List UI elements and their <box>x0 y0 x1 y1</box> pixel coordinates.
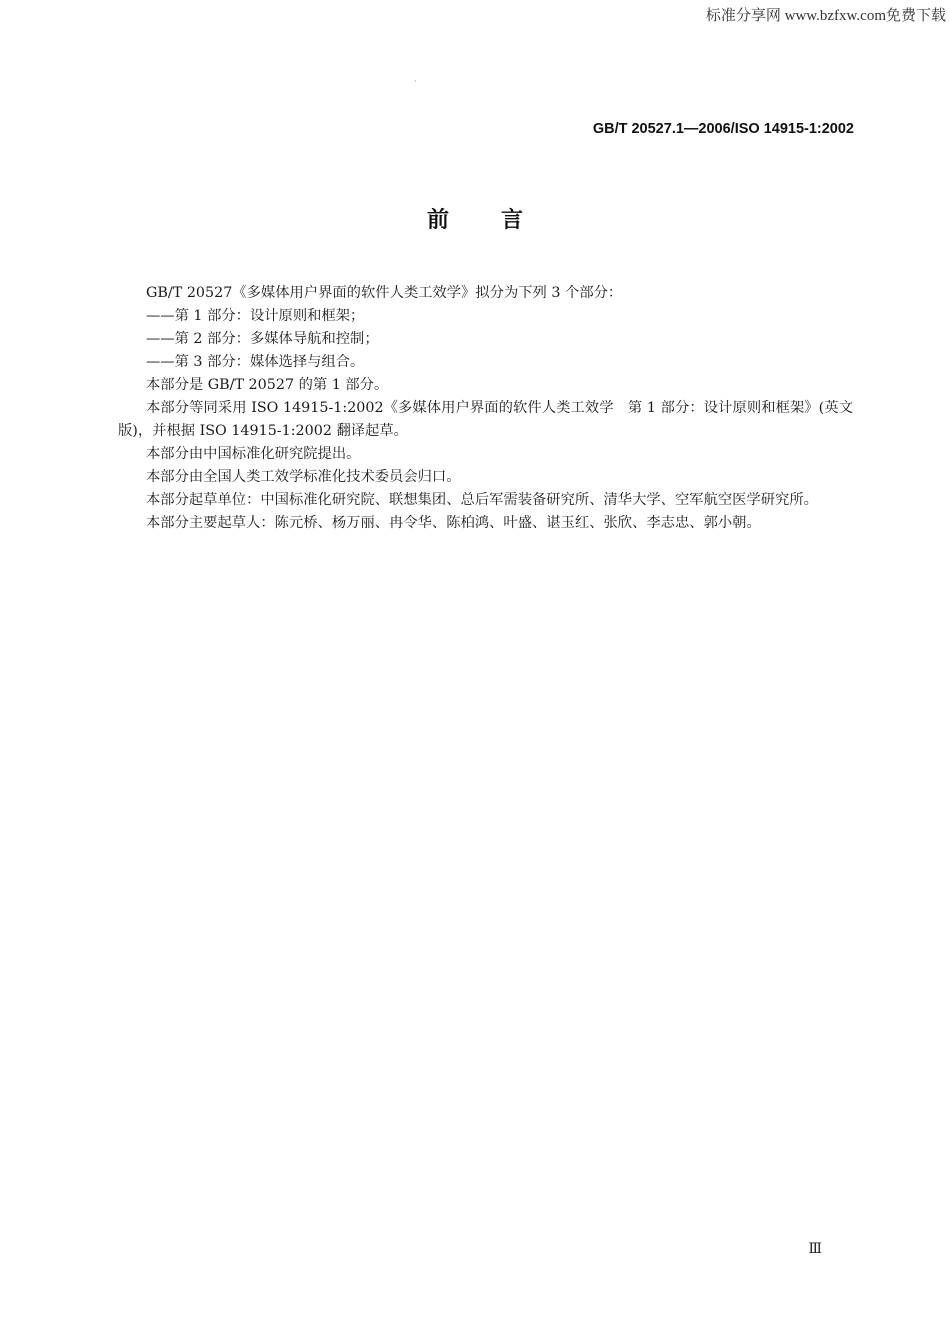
paragraph-parts-intro: GB/T 20527《多媒体用户界面的软件人类工效学》拟分为下列 3 个部分： <box>146 285 623 301</box>
standard-code-header: GB/T 20527.1—2006/ISO 14915-1:2002 <box>592 121 854 137</box>
paragraph-committee: 本部分由全国人类工效学标准化技术委员会归口。 <box>146 469 461 485</box>
paragraph-this-part: 本部分是 GB/T 20527 的第 1 部分。 <box>146 377 389 393</box>
watermark-text: 标准分享网 www.bzfxw.com免费下载 <box>705 8 946 24</box>
paragraph-part-1: ——第 1 部分：设计原则和框架； <box>146 308 365 324</box>
page-number: Ⅲ <box>808 1242 822 1257</box>
paragraph-adoption: 本部分等同采用 ISO 14915-1:2002《多媒体用户界面的软件人类工效学 第 1 部分：设计原则和框架》(英文版)，并根据 ISO 14915-1:2002 翻译起草。 <box>118 400 853 439</box>
paragraph-part-2: ——第 2 部分：多媒体导航和控制； <box>146 331 379 347</box>
paragraph-drafters: 本部分主要起草人：陈元桥、杨万丽、冉令华、陈柏鸿、叶盛、谌玉红、张欣、李志忠、郭小朝。 <box>146 515 761 531</box>
scan-speck <box>415 80 416 82</box>
page-title: 前言 <box>426 208 575 233</box>
paragraph-proposer: 本部分由中国标准化研究院提出。 <box>146 446 361 462</box>
foreword-body <box>118 282 853 535</box>
paragraph-part-3: ——第 3 部分：媒体选择与组合。 <box>146 354 365 370</box>
paragraph-drafting-units: 本部分起草单位：中国标准化研究院、联想集团、总后军需装备研究所、清华大学、空军航空医学研究所。 <box>146 492 818 508</box>
